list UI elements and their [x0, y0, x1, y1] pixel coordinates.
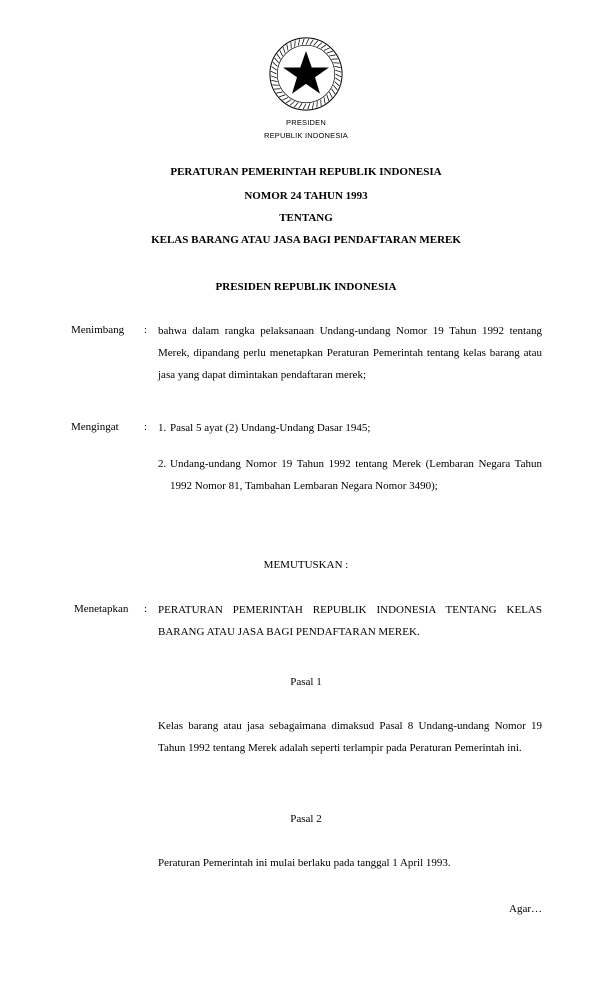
mengingat-label: Mengingat: [71, 421, 119, 433]
pasal-2-text: Peraturan Pemerintah ini mulai berlaku pada tanggal 1 April 1993.: [158, 857, 451, 869]
mengingat-colon: :: [144, 421, 148, 433]
menetapkan-colon: :: [144, 603, 148, 615]
pasal-1-text: Kelas barang atau jasa sebagaimana dimaksud Pasal 8 Undang-undang Nomor 19 Tahun 1992 tentang Merek adalah seperti terlampir pada Peraturan Pemerintah ini.: [158, 720, 542, 754]
garuda-emblem-icon: [265, 33, 347, 115]
list-number: 1.: [158, 422, 167, 434]
pasal-1-heading: Pasal 1: [290, 676, 322, 688]
menetapkan-label: Menetapkan: [74, 603, 129, 615]
issuer-line-1: PRESIDEN: [286, 118, 326, 127]
regulation-number: NOMOR 24 TAHUN 1993: [244, 190, 368, 202]
list-text: Undang-undang Nomor 19 Tahun 1992 tentang Merek (Lembaran Negara Tahun 1992 Nomor 81, Tambahan Lembaran Negara Nomor 3490);: [170, 458, 542, 492]
regulation-title: PERATURAN PEMERINTAH REPUBLIK INDONESIA: [170, 166, 442, 178]
regulation-about: TENTANG: [279, 212, 333, 224]
continuation-text: Agar…: [509, 903, 542, 915]
regulation-subject: KELAS BARANG ATAU JASA BAGI PENDAFTARAN MEREK: [151, 234, 461, 246]
pasal-2-heading: Pasal 2: [290, 813, 322, 825]
memutuskan-heading: MEMUTUSKAN :: [263, 559, 349, 571]
mengingat-item-2: [158, 453, 542, 497]
menimbang-colon: :: [144, 324, 148, 336]
menetapkan-text: PERATURAN PEMERINTAH REPUBLIK INDONESIA TENTANG KELAS BARANG ATAU JASA BAGI PENDAFTARAN MEREK.: [158, 604, 542, 638]
list-text: Pasal 5 ayat (2) Undang-Undang Dasar 1945;: [170, 422, 371, 434]
menimbang-label: Menimbang: [71, 324, 125, 336]
issuer-line-2: REPUBLIK INDONESIA: [263, 131, 349, 140]
mengingat-item-1: [158, 417, 542, 439]
list-number: 2.: [158, 458, 167, 470]
menimbang-text: bahwa dalam rangka pelaksanaan Undang-undang Nomor 19 Tahun 1992 tentang Merek, dipandang perlu menetapkan Peraturan Pemerintah tentang kelas barang atau jasa yang dapat dimintakan pendaftaran merek;: [158, 325, 542, 381]
issuer-heading: PRESIDEN REPUBLIK INDONESIA: [215, 281, 397, 293]
